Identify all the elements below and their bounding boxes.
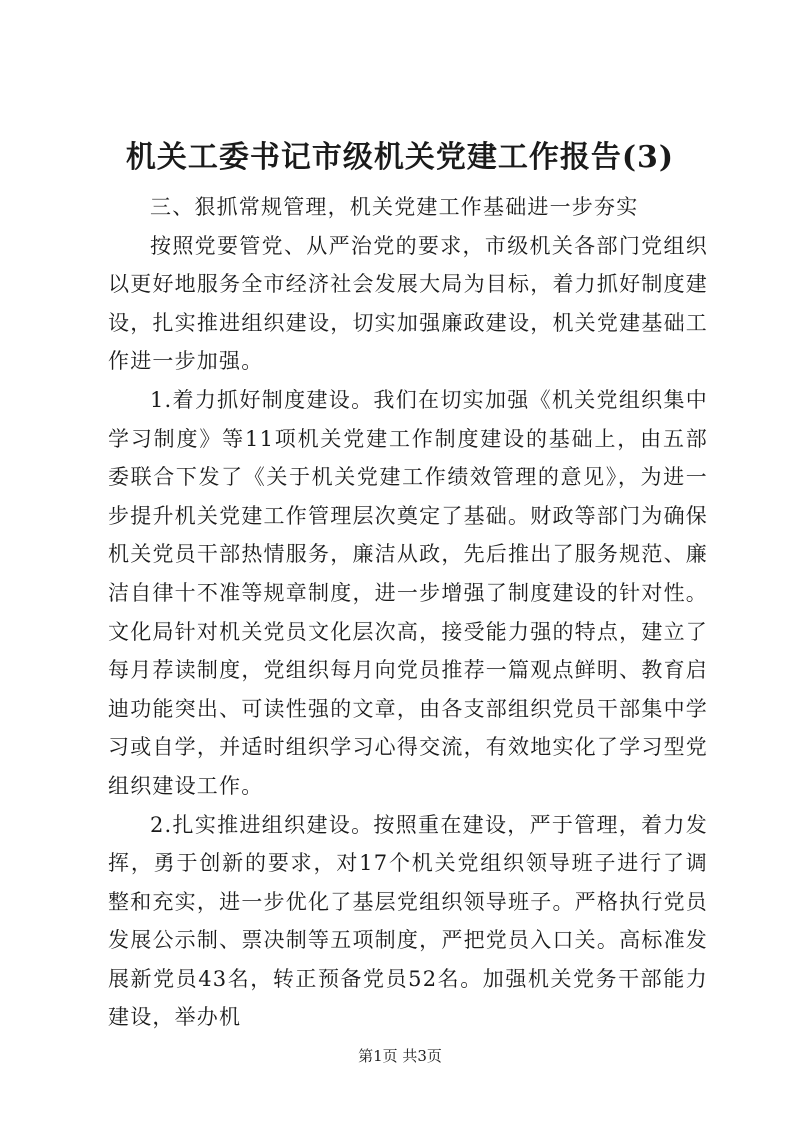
body-paragraph-system-building: 1.着力抓好制度建设。我们在切实加强《机关党组织集中学习制度》等11项机关党建工作制度建设的基础上，由五部委联合下发了《关于机关党建工作绩效管理的意见》，为进一步提升机关党建工作管理层次奠定了基础。财政等部门为确保机关党员干部热情服务，廉洁从政，先后推出了服务规范、廉洁自律十不准等规章制度，进一步增强了制度建设的针对性。文化局针对机关党员文化层次高，接受能力强的特点，建立了每月荐读制度，党组织每月向党员推荐一篇观点鲜明、教育启迪功能突出、可读性强的文章，由各支部组织党员干部集中学习或自学，并适时组织学习心得交流，有效地实化了学习型党组织建设工作。 [108,387,708,798]
document-body [108,188,708,1037]
body-paragraph-organization-building: 2.扎实推进组织建设。按照重在建设，严于管理，着力发挥，勇于创新的要求，对17个机关党组织领导班子进行了调整和充实，进一步优化了基层党组织领导班子。严格执行党员发展公示制、票决制等五项制度，严把党员入口关。高标准发展新党员43名，转正预备党员52名。加强机关党务干部能力建设，举办机 [108,812,708,1030]
page-footer: 第1页 共3页 [358,1047,442,1065]
section-heading: 三、狠抓常规管理，机关党建工作基础进一步夯实 [150,195,639,219]
document-title: 机关工委书记市级机关党建工作报告(3) [125,140,675,175]
body-paragraph-intro: 按照党要管党、从严治党的要求，市级机关各部门党组织以更好地服务全市经济社会发展大局为目标，着力抓好制度建设，扎实推进组织建设，切实加强廉政建设，机关党建基础工作进一步加强。 [108,233,708,374]
